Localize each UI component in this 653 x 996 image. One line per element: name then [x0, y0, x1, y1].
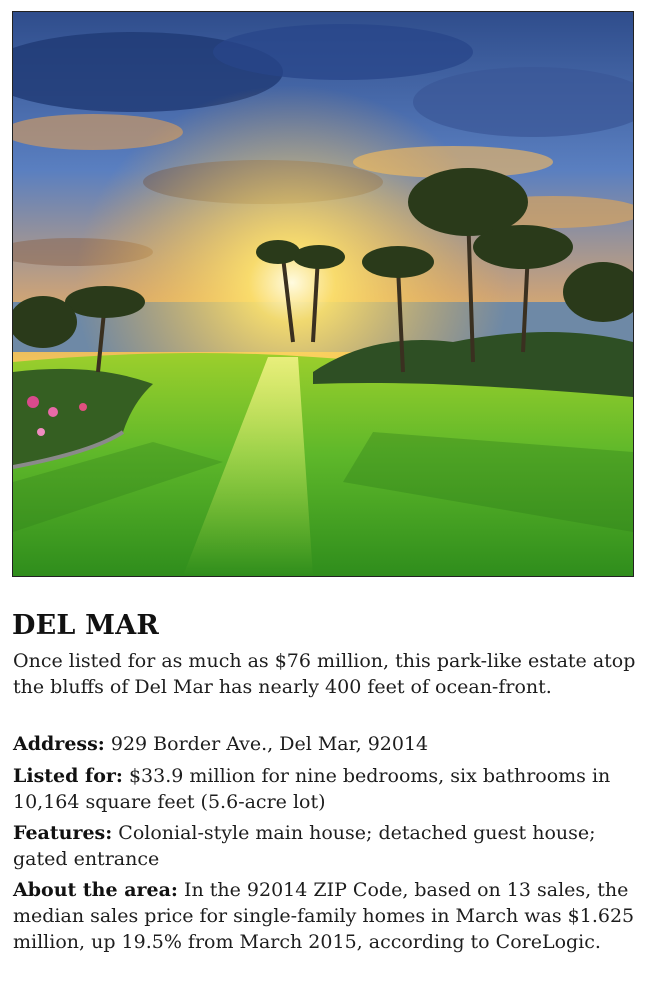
- about-area-value: In the 92014 ZIP Code, based on 13 sales, the median sales price for single-family homes in March was $1.625 million, up 19.5% from March 2015, according to CoreLogic.: [13, 879, 635, 953]
- features-value: Colonial-style main house; detached guest house; gated entrance: [13, 822, 596, 870]
- estate-photo: [12, 11, 634, 577]
- lead-paragraph: Once listed for as much as $76 million, this park-like estate atop the bluffs of Del Mar has nearly 400 feet of ocean-front.: [13, 650, 636, 698]
- listed-for-row: [13, 763, 643, 815]
- address-value: 929 Border Ave., Del Mar, 92014: [110, 733, 429, 755]
- listed-for-value: $33.9 million for nine bedrooms, six bathrooms in 10,164 square feet (5.6-acre lot): [13, 765, 611, 813]
- features-label: Features:: [13, 822, 113, 844]
- article-title: DEL MAR: [12, 610, 160, 641]
- about-area-label: About the area:: [13, 879, 178, 901]
- listed-for-label: Listed for:: [13, 765, 123, 787]
- features-row: [13, 820, 643, 872]
- estate-photo-art: [13, 12, 633, 576]
- about-area-row: [13, 877, 643, 955]
- address-label: Address:: [13, 733, 105, 755]
- address-row: [13, 731, 643, 757]
